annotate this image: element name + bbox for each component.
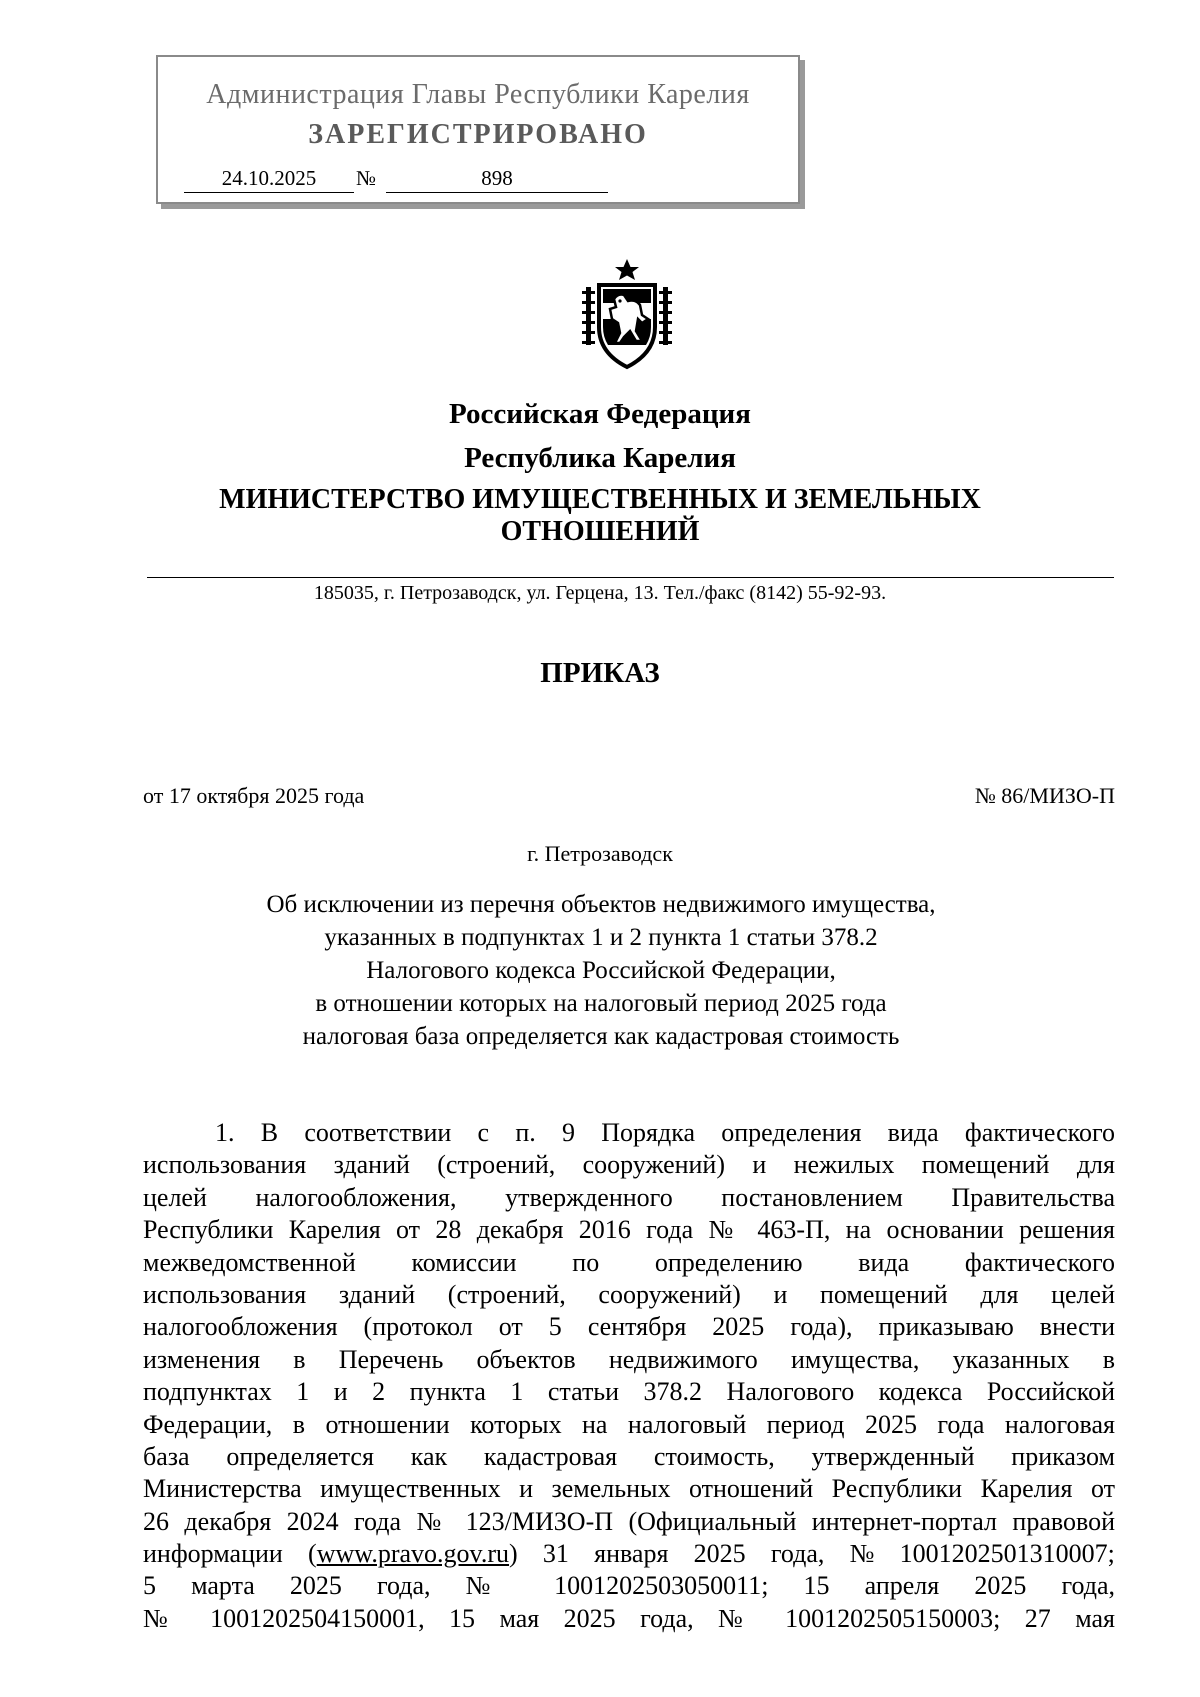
body-line-with-link <box>143 1538 1115 1570</box>
title-line: Об исключении из перечня объектов недвижимого имущества, <box>266 891 936 918</box>
body-line: Министерства имущественных и земельных отношений Республики Карелия от <box>143 1474 1115 1504</box>
body-line: база определяется как кадастровая стоимость, утвержденный приказом <box>143 1441 1115 1471</box>
document-title <box>200 888 1002 1053</box>
body-line: 26 декабря 2024 года № 123/МИЗО-П (Официальный интернет-портал правовой <box>143 1506 1115 1536</box>
title-line: указанных в подпунктах 1 и 2 пункта 1 статьи 378.2 <box>324 924 878 951</box>
header-divider <box>147 577 1114 578</box>
stamp-organization: Администрация Главы Республики Карелия <box>206 79 750 110</box>
document-city: г. Петрозаводск <box>527 841 673 866</box>
header-ministry-line2: ОТНОШЕНИЙ <box>500 516 700 547</box>
body-line: Федерации, в отношении которых на налоговый период 2025 года налоговая <box>143 1409 1115 1439</box>
stamp-date: 24.10.2025 <box>184 166 354 193</box>
ministry-address: 185035, г. Петрозаводск, ул. Герцена, 13. Тел./факс (8142) 55-92-93. <box>313 582 887 604</box>
stamp-number-sign: № <box>356 166 377 190</box>
title-line: налоговая база определяется как кадастровая стоимость <box>302 1023 900 1050</box>
stamp-number: 898 <box>386 166 608 193</box>
title-line: Налогового кодекса Российской Федерации, <box>366 957 836 984</box>
header-ministry-line1: МИНИСТЕРСТВО ИМУЩЕСТВЕННЫХ И ЗЕМЕЛЬНЫХ <box>219 484 981 515</box>
document-body <box>143 1117 1115 1635</box>
document-type: ПРИКАЗ <box>540 657 660 689</box>
body-line: использования зданий (строений, сооружений) и помещений для целей <box>143 1279 1115 1309</box>
body-line: 1. В соответствии с п. 9 Порядка определения вида фактического <box>215 1118 1115 1147</box>
body-line: изменения в Перечень объектов недвижимого имущества, указанных в <box>143 1344 1115 1374</box>
pravo-gov-link[interactable]: www.pravo.gov.ru <box>316 1539 510 1569</box>
body-line-link-prefix: информации (www.pravo.gov.ru) 31 января 2025 года, № 1001202501310007; <box>143 1539 1115 1569</box>
header-country: Российская Федерация <box>449 398 751 430</box>
stamp-status: ЗАРЕГИСТРИРОВАНО <box>308 119 648 150</box>
header-region: Республика Карелия <box>464 442 736 474</box>
body-line: налогообложения (протокол от 5 сентября 2025 года), приказываю внести <box>143 1312 1115 1342</box>
body-line: 5 марта 2025 года, № 1001202503050011; 15 апреля 2025 года, <box>143 1571 1115 1601</box>
document-date: от 17 октября 2025 года <box>143 783 365 808</box>
body-line: Республики Карелия от 28 декабря 2016 года № 463-П, на основании решения <box>143 1215 1115 1245</box>
document-number: № 86/МИЗО-П <box>974 783 1115 808</box>
body-line: подпунктах 1 и 2 пункта 1 статьи 378.2 Налогового кодекса Российской <box>143 1377 1115 1407</box>
body-line: использования зданий (строений, сооружений) и нежилых помещений для <box>143 1150 1115 1180</box>
body-line: межведомственной комиссии по определению вида фактического <box>143 1247 1115 1277</box>
karelia-coat-of-arms-icon <box>582 257 672 371</box>
title-line: в отношении которых на налоговый период 2025 года <box>315 990 887 1017</box>
body-line: целей налогообложения, утвержденного постановлением Правительства <box>143 1182 1115 1212</box>
body-line: № 1001202504150001, 15 мая 2025 года, № 1001202505150003; 27 мая <box>143 1603 1115 1633</box>
